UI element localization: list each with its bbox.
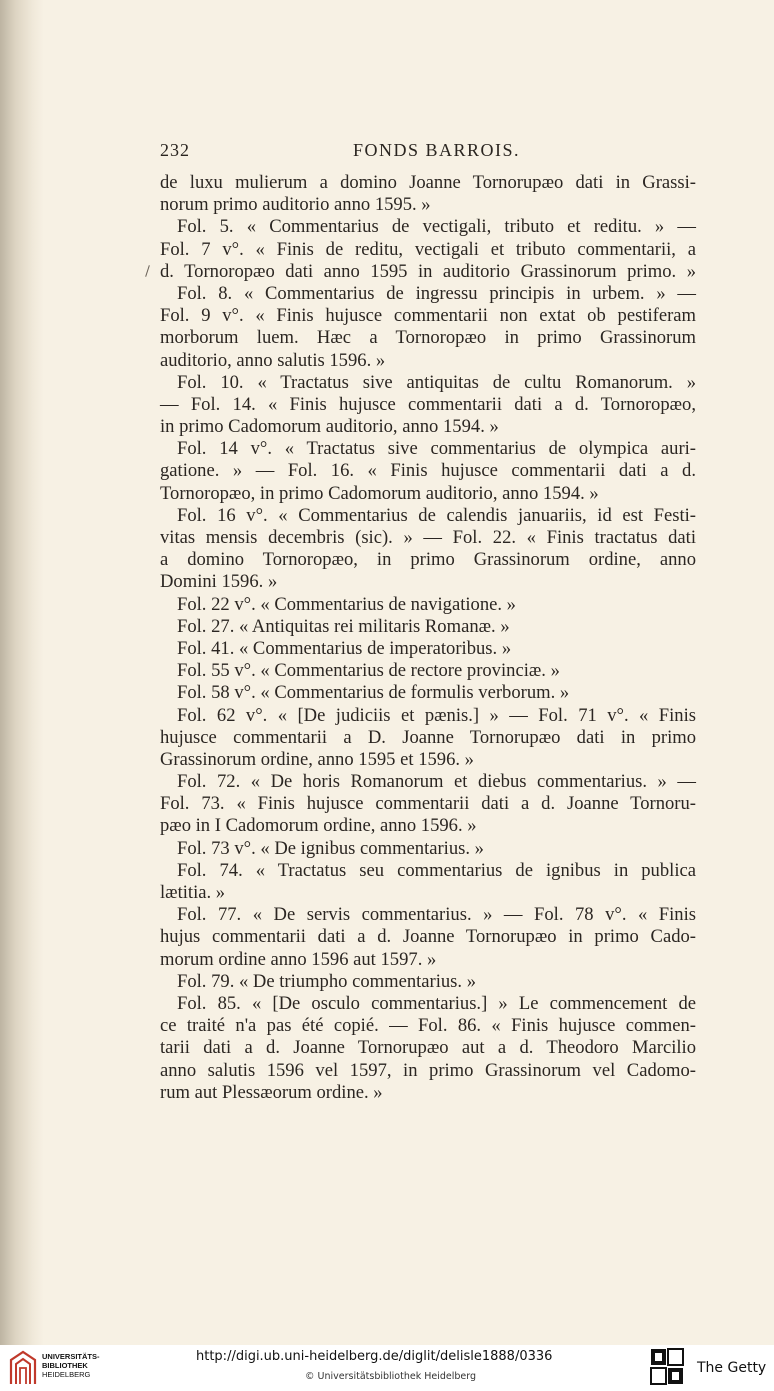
text-line: — Fol. 14. « Finis hujusce commentarii dati a d. Tornoropæo, (160, 393, 696, 415)
text-line: rum aut Plessæorum ordine. » (160, 1081, 383, 1103)
text-line: Fol. 14 v°. « Tractatus sive commentarius de olympica auri- (177, 438, 696, 460)
text-line: Fol. 73. « Finis hujusce commentarii dati a d. Joanne Tornoru- (160, 793, 696, 815)
header-title: FONDS BARROIS. (353, 140, 521, 160)
text-line: Fol. 16 v°. « Commentarius de calendis januariis, id est Festi- (177, 504, 696, 526)
body-text (160, 172, 696, 1104)
page-number: 232 (160, 140, 190, 160)
text-line: hujusce commentarii a D. Joanne Tornorupæo dati in primo (160, 726, 696, 748)
sponsor-name[interactable]: The Getty (697, 1360, 767, 1376)
text-line: Fol. 74. « Tractatus seu commentarius de ignibus in publica (177, 859, 696, 881)
library-name-line: HEIDELBERG (42, 1370, 91, 1379)
text-line: Domini 1596. » (160, 571, 278, 593)
running-head (160, 140, 696, 164)
text-line: d. Tornoropæo dati anno 1595 in auditorio Grassinorum primo. » (160, 260, 696, 282)
text-line: Fol. 5. « Commentarius de vectigali, tributo et reditu. » — (177, 216, 696, 238)
text-line: morborum luem. Hæc a Tornoropæo in primo Grassinorum (160, 327, 696, 349)
text-line: Fol. 55 v°. « Commentarius de rectore provinciæ. » (177, 660, 560, 682)
text-line: in primo Cadomorum auditorio, anno 1594. » (160, 416, 499, 438)
text-line: pæo in I Cadomorum ordine, anno 1596. » (160, 815, 477, 837)
text-line: Fol. 73 v°. « De ignibus commentarius. » (177, 837, 484, 859)
text-line: Fol. 41. « Commentarius de imperatoribus. » (177, 637, 512, 659)
copyright-notice: © Universitätsbibliothek Heidelberg (305, 1371, 477, 1382)
text-line: norum primo auditorio anno 1595. » (160, 194, 431, 216)
text-line: morum ordine anno 1596 aut 1597. » (160, 948, 437, 970)
binding-gutter-shadow (0, 0, 44, 1345)
text-line: vitas mensis decembris (sic). » — Fol. 22. « Finis tractatus dati (160, 527, 696, 548)
text-line: Fol. 79. « De triumpho commentarius. » (177, 970, 477, 992)
permalink-url[interactable]: http://digi.ub.uni-heidelberg.de/diglit/delisle1888/0336 (196, 1349, 553, 1364)
text-line: ce traité n'a pas été copié. — Fol. 86. « Finis hujusce commen- (160, 1015, 696, 1037)
text-line: auditorio, anno salutis 1596. » (160, 349, 386, 371)
text-line: tarii dati a d. Joanne Tornorupæo aut a d. Theodoro Marcilio (160, 1037, 696, 1059)
text-line: Tornoropæo, in primo Cadomorum auditorio, anno 1594. » (160, 482, 599, 504)
getty-logo-icon (650, 1348, 684, 1386)
text-line: anno salutis 1596 vel 1597, in primo Grassinorum vel Cadomo- (160, 1059, 696, 1081)
text-line: Fol. 7 v°. « Finis de reditu, vectigali et tributo commentarii, a (160, 238, 696, 260)
text-line: Fol. 58 v°. « Commentarius de formulis verborum. » (177, 682, 570, 704)
text-line: Fol. 77. « De servis commentarius. » — Fol. 78 v°. « Finis (177, 904, 696, 926)
text-line: Grassinorum ordine, anno 1595 et 1596. » (160, 748, 474, 770)
text-line: a domino Tornoropæo, in primo Grassinorum ordine, anno (160, 549, 696, 571)
text-line: Fol. 8. « Commentarius de ingressu principis in urbem. » — (177, 282, 696, 304)
text-line: Fol. 27. « Antiquitas rei militaris Romanæ. » (177, 615, 510, 637)
text-line: Fol. 9 v°. « Finis hujusce commentarii non extat ob pestiferam (160, 305, 696, 327)
text-line: gatione. » — Fol. 16. « Finis hujusce commentarii dati a d. (160, 460, 696, 482)
library-name-line: UNIVERSITÄTS- (42, 1352, 100, 1361)
text-line: Fol. 85. « [De osculo commentarius.] » Le commencement de (177, 992, 696, 1014)
text-line: de luxu mulierum a domino Joanne Tornorupæo dati in Grassi- (160, 172, 696, 193)
text-line: lætitia. » (160, 882, 226, 903)
text-line: hujus commentarii dati a d. Joanne Tornorupæo in primo Cado- (160, 926, 696, 948)
text-line: Fol. 62 v°. « [De judiciis et pænis.] » — Fol. 71 v°. « Finis (177, 704, 696, 726)
university-library-logo-icon (8, 1350, 38, 1386)
library-name[interactable] (42, 1352, 100, 1379)
text-line: Fol. 10. « Tractatus sive antiquitas de cultu Romanorum. » (177, 371, 696, 393)
text-line: Fol. 72. « De horis Romanorum et diebus commentarius. » — (177, 771, 696, 793)
library-name-line: BIBLIOTHEK (42, 1361, 88, 1370)
text-line: Fol. 22 v°. « Commentarius de navigatione. » (177, 593, 516, 615)
